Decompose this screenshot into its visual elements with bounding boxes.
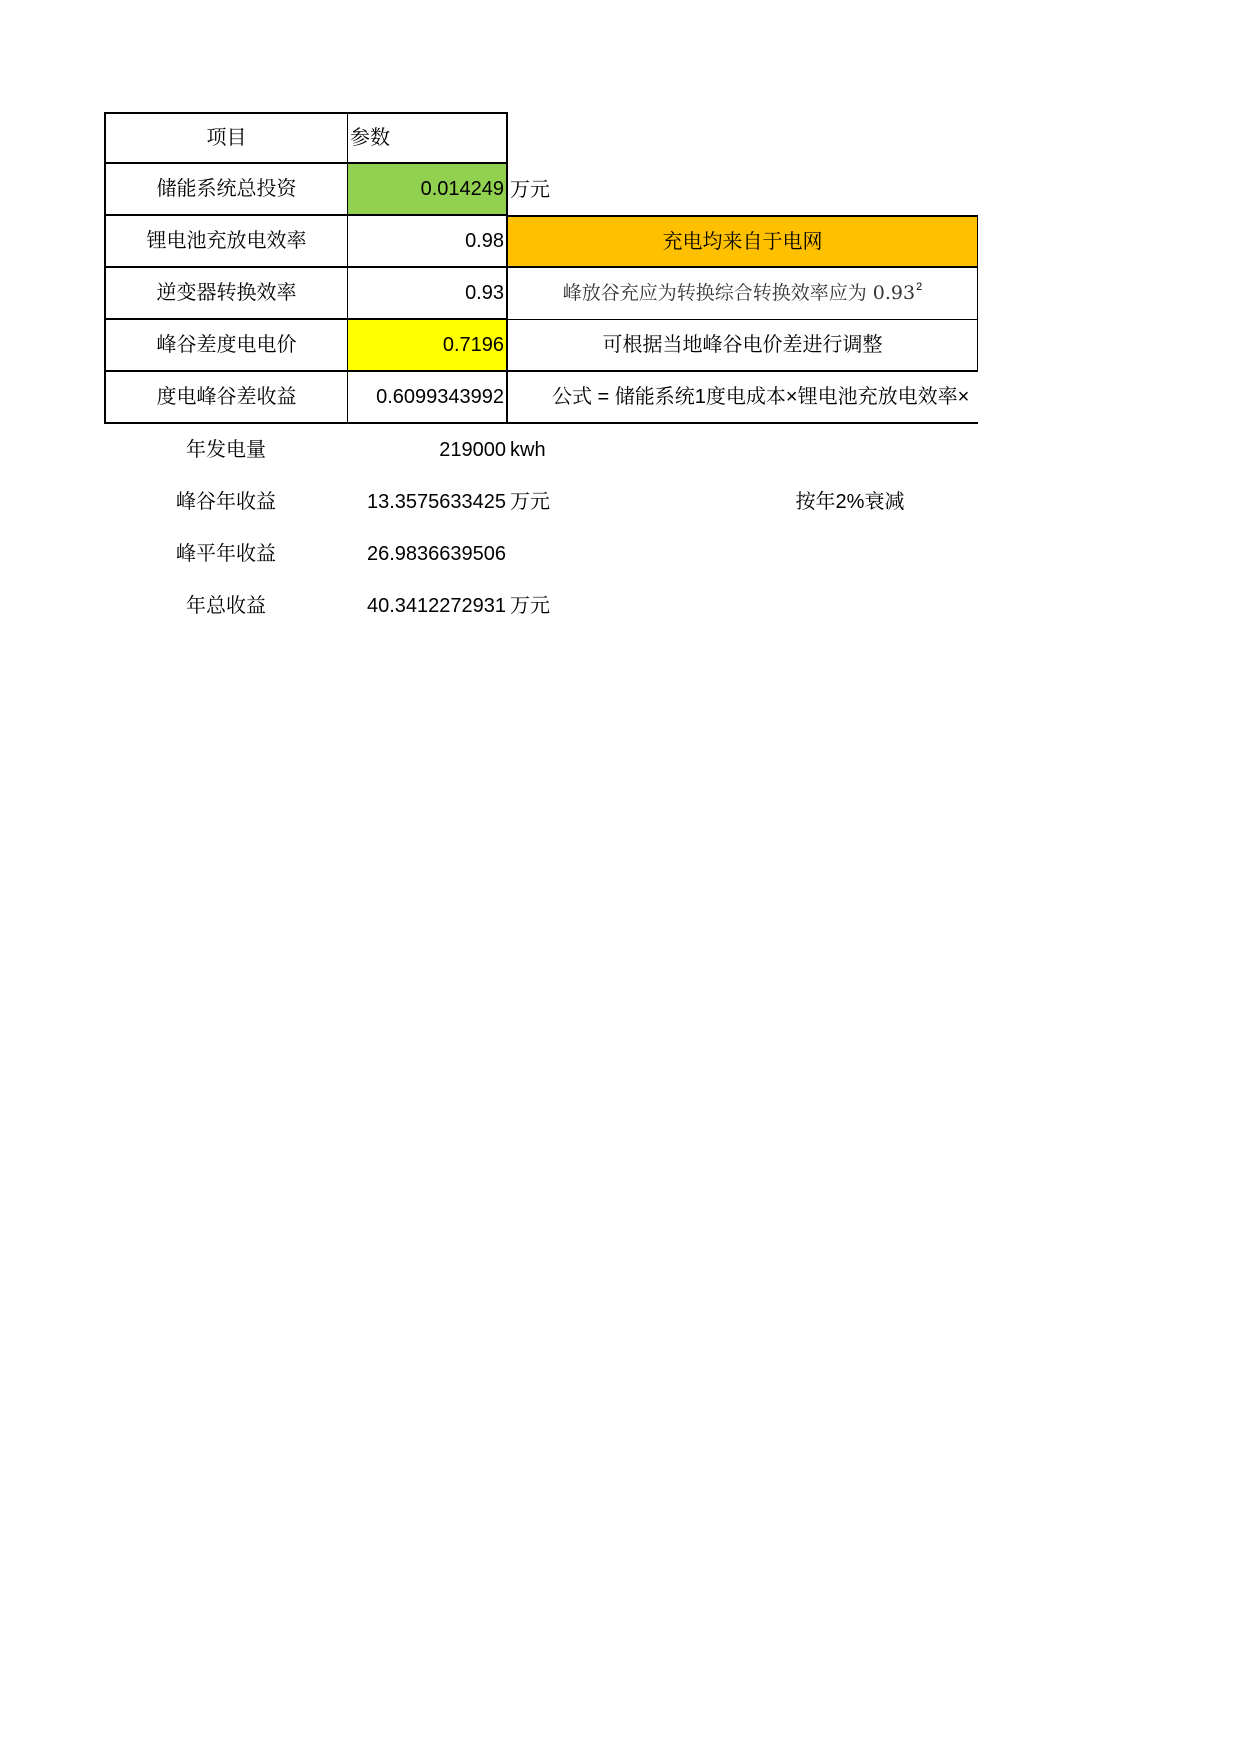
extra-label-peak-valley-annual[interactable]: 峰谷年收益 xyxy=(176,491,276,513)
header-item-cell[interactable]: 项目 xyxy=(104,112,348,164)
note-conversion-efficiency[interactable] xyxy=(508,268,978,320)
row-value-inverter-efficiency[interactable]: 0.93 xyxy=(348,268,508,320)
row-value-battery-efficiency[interactable]: 0.98 xyxy=(348,216,508,268)
extra-unit-annual-total[interactable]: 万元 xyxy=(510,595,550,617)
extra-label-annual-total[interactable]: 年总收益 xyxy=(186,595,266,617)
header-param-cell[interactable]: 参数 xyxy=(348,112,508,164)
row-unit-total-investment[interactable]: 万元 xyxy=(510,179,550,201)
row-label-unit-profit[interactable]: 度电峰谷差收益 xyxy=(104,372,348,424)
extra-unit-annual-generation[interactable]: kwh xyxy=(510,439,546,461)
row-value-price-spread[interactable]: 0.7196 xyxy=(348,320,508,372)
row-label-battery-efficiency[interactable]: 锂电池充放电效率 xyxy=(104,216,348,268)
note-conversion-efficiency-text: 峰放谷充应为转换综合转换效率应为 0.93 xyxy=(562,282,916,304)
note-price-adjust[interactable]: 可根据当地峰谷电价差进行调整 xyxy=(508,320,978,372)
row-label-total-investment[interactable]: 储能系统总投资 xyxy=(104,164,348,216)
extra-label-peak-flat-annual[interactable]: 峰平年收益 xyxy=(176,543,276,565)
note-annual-decay[interactable]: 按年2%衰减 xyxy=(795,491,905,513)
extra-value-peak-valley-annual[interactable]: 13.3575633425 xyxy=(366,491,506,513)
note-formula[interactable]: 公式 = 储能系统1度电成本×锂电池充放电效率× xyxy=(508,372,978,424)
extra-value-annual-generation[interactable]: 219000 xyxy=(439,439,506,461)
row-label-price-spread[interactable]: 峰谷差度电电价 xyxy=(104,320,348,372)
row-value-unit-profit[interactable]: 0.6099343992 xyxy=(348,372,508,424)
note-charging-source[interactable]: 充电均来自于电网 xyxy=(508,215,978,268)
extra-value-peak-flat-annual[interactable]: 26.9836639506 xyxy=(366,543,506,565)
row-value-total-investment[interactable]: 0.014249 xyxy=(348,164,508,216)
extra-value-annual-total[interactable]: 40.3412272931 xyxy=(366,595,506,617)
extra-label-annual-generation[interactable]: 年发电量 xyxy=(186,439,266,461)
row-label-inverter-efficiency[interactable]: 逆变器转换效率 xyxy=(104,268,348,320)
note-conversion-efficiency-superscript: 2 xyxy=(916,281,923,293)
extra-unit-peak-valley-annual[interactable]: 万元 xyxy=(510,491,550,513)
